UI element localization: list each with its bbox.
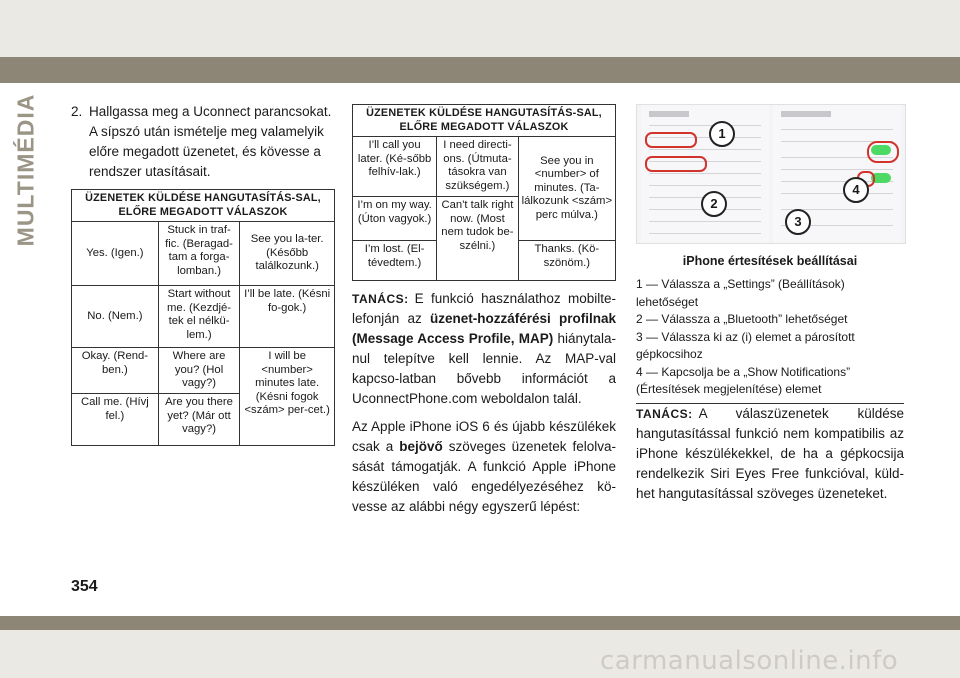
figure-caption-list [636,276,904,404]
table-cell: Okay. (Rend-ben.) [72,348,159,394]
paragraph-text: szöveges üzenetek felolva-sását támogatják. A funkció Apple iPhone készüléken való engedélyezéséhez kö-vesse az alábbi négy egyszerű lépést: [352,439,616,514]
table-cell: I’m on my way. (Úton vagyok.) [353,197,437,241]
table-cell: Stuck in traf-fic. (Beragad-tam a forga-lomban.) [158,222,240,286]
table-cell: See you in <number> of minutes. (Ta-lálkozunk <szám> perc múlva.) [518,137,615,241]
table-cell: Are you there yet? (Már ott vagy?) [158,394,240,446]
tip-text: E funkció használathoz mobilte-lefonján az [352,291,616,326]
list-divider [781,193,893,194]
tip-paragraph-1 [352,289,616,409]
list-divider [781,169,893,170]
watermark: carmanualsonline.info [600,646,899,676]
table-cell: I will be <number> minutes late. (Késni fogok <szám> per-cet.) [240,348,335,446]
list-divider [649,125,761,126]
table-cell: Start without me. (Kezdjé-tek el nélkü-lem.) [158,286,240,348]
top-bar [0,57,960,83]
list-divider [649,185,761,186]
callout-3: 3 [785,209,811,235]
screen-title [781,111,831,117]
table-cell: Can't talk right now. (Most nem tudok be-szélni.) [437,197,519,281]
iphone-settings-figure [636,104,906,244]
paragraph-text: Az Apple iPhone iOS 6 és újabb készülékek csak a [352,419,616,454]
table-cell: No. (Nem.) [72,286,159,348]
step-2 [71,102,335,182]
figure-title: iPhone értesítések beállításai [682,254,858,268]
tip-label: TANÁCS: [352,292,409,306]
settings-screen [641,105,769,243]
list-divider [649,173,761,174]
caption-item: 3 — Válassza ki az (i) elemet a párosított gépkocsihoz [636,329,855,361]
top-band [0,0,960,57]
table-cell: See you la-ter. (Később találkozunk.) [240,222,335,286]
page-number: 354 [71,578,98,595]
table-header: ÜZENETEK KÜLDÉSE HANGUTASÍTÁS-SAL, ELŐRE MEGADOTT VÁLASZOK [353,105,616,137]
table-cell: I need directi-ons. (Útmuta-tásokra van szükségem.) [437,137,519,197]
callout-2: 2 [701,191,727,217]
show-notifications-highlight [867,141,899,163]
bluetooth-highlight [645,156,707,172]
section-tab: MULTIMÉDIA [12,93,39,247]
list-divider [781,129,893,130]
column-middle [352,104,616,517]
column-right [636,104,904,504]
table-cell: I’ll be late. (Késni fo-gok.) [240,286,335,348]
tip-paragraph-2 [636,404,904,504]
table-cell: Thanks. (Kö-szönöm.) [518,241,615,281]
settings-title [649,111,689,117]
column-left [71,102,335,446]
step-number: 2. [71,104,83,119]
table-cell: I’ll call you later. (Ké-sőbb felhív-lak.) [353,137,437,197]
bottom-bar [0,616,960,630]
settings-highlight [645,132,697,148]
paragraph-bold-text: bejövő [399,439,443,454]
step-text: Hallgassa meg a Uconnect parancsokat. A sípszó után ismételje meg valamelyik előre megadott üzenetet, és kövesse a rendszer utasításait. [89,104,332,179]
caption-item: 1 — Válassza a „Settings” (Beállítások) lehetőséget [636,277,845,309]
table-header: ÜZENETEK KÜLDÉSE HANGUTASÍTÁS-SAL, ELŐRE MEGADOTT VÁLASZOK [72,190,335,222]
responses-table-1 [71,189,335,446]
tip-label: TANÁCS: [636,406,693,421]
list-divider [649,149,761,150]
tip-bold-text: üzenet-hozzáférési profilnak (Message Access Profile, MAP) [352,311,616,346]
list-divider [649,233,761,234]
callout-1: 1 [709,121,735,147]
iphone-paragraph [352,417,616,517]
table-cell: Call me. (Hívj fel.) [72,394,159,446]
table-cell: Where are you? (Hol vagy?) [158,348,240,394]
list-divider [649,221,761,222]
tip-text: hiánytala-nul telepítve kell lennie. Az MAP-val kapcso-latban bővebb információt a UconnectPhone.com weboldalon talál. [352,331,616,406]
responses-table-2 [352,104,616,281]
table-cell: Yes. (Igen.) [72,222,159,286]
caption-item: 4 — Kapcsolja be a „Show Notifications” (Értesítések megjelenítése) elemet [636,364,851,396]
caption-item: 2 — Válassza a „Bluetooth” lehetőséget [636,312,848,326]
table-cell: I’m lost. (El-tévedtem.) [353,241,437,281]
tip-text: A válaszüzenetek küldése hangutasítással funkció nem kompatibilis az iPhone készülékekkel, de ha a gépkocsija rendelkezik Siri Eyes Free funkcióval, küld-het hangutasítással szöveges üzeneteket. [636,405,904,501]
callout-4: 4 [843,177,869,203]
